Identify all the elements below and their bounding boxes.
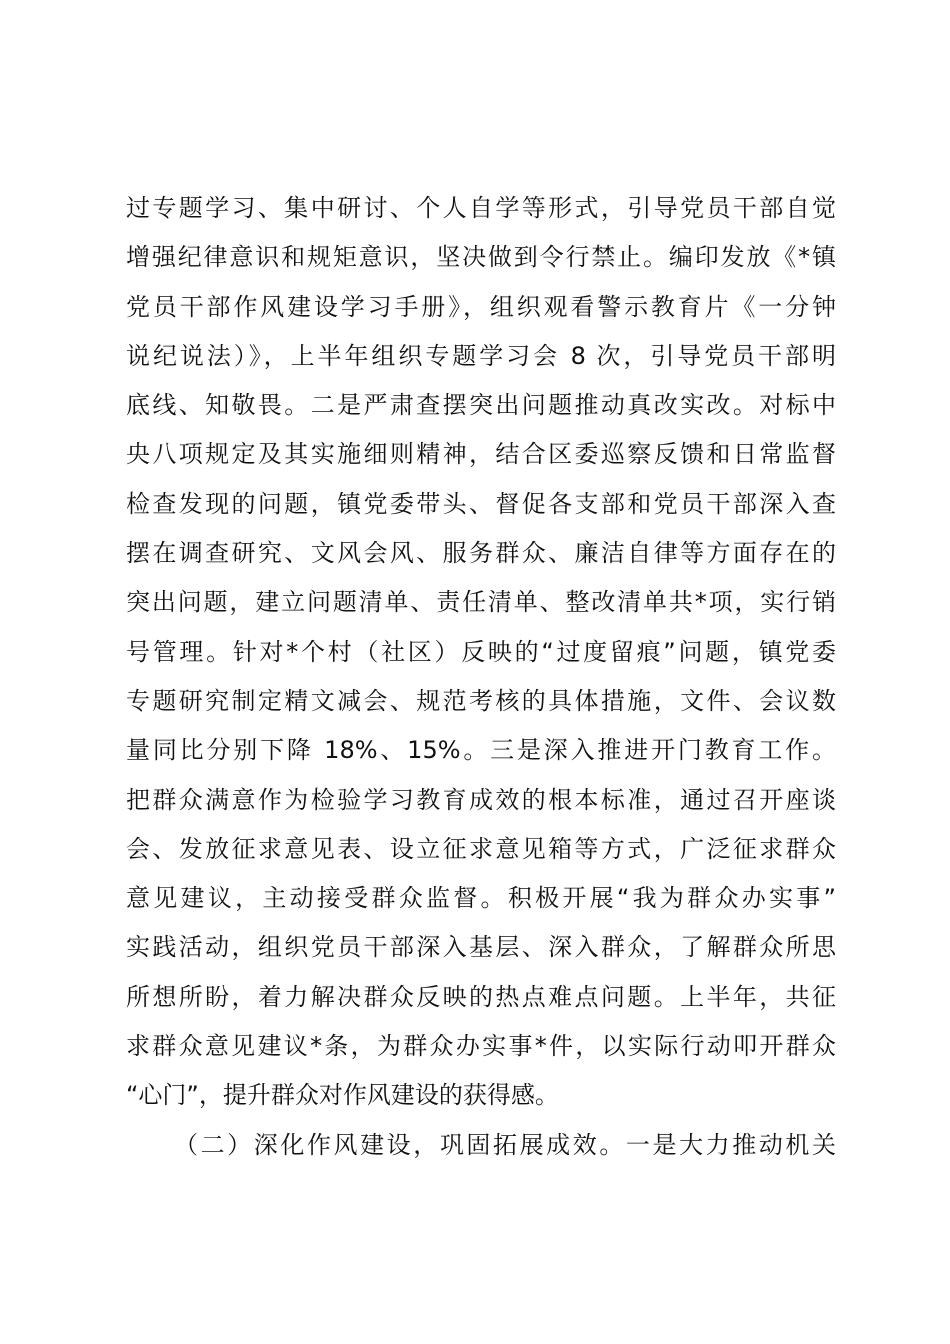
text-line-12: 量同比分别下降 18%、15%。三是深入推进开门教育工作。 (126, 736, 836, 765)
text-line-14: 会、发放征求意见表、设立征求意见箱等方式，广泛征求群众 (126, 834, 836, 863)
text-line-18: 求群众意见建议*条，为群众办实事*件，以实际行动叩开群众 (126, 1032, 836, 1061)
text-line-8: 摆在调查研究、文风会风、服务群众、廉洁自律等方面存在的 (126, 539, 836, 568)
text-line-13: 把群众满意作为检验学习教育成效的根本标准，通过召开座谈 (126, 785, 836, 814)
text-line-4: 说纪说法）》，上半年组织专题学习会 8 次，引导党员干部明 (126, 341, 836, 370)
text-line-19: “心门”，提升群众对作风建设的获得感。 (126, 1081, 559, 1110)
text-line-10: 号管理。针对*个村（社区）反映的“过度留痕”问题，镇党委 (126, 637, 836, 666)
text-line-3: 党员干部作风建设学习手册》，组织观看警示教育片《一分钟 (126, 292, 836, 321)
text-line-17: 所想所盼，着力解决群众反映的热点难点问题。上半年，共征 (126, 982, 836, 1011)
text-line-11: 专题研究制定精文减会、规范考核的具体措施，文件、会议数 (126, 686, 836, 715)
text-line-7: 检查发现的问题，镇党委带头、督促各支部和党员干部深入查 (126, 489, 836, 518)
section-heading-line: （二）深化作风建设，巩固拓展成效。一是大力推动机关 (174, 1130, 836, 1159)
text-line-5: 底线、知敬畏。二是严肃查摆突出问题推动真改实改。对标中 (126, 391, 836, 420)
text-line-9: 突出问题，建立问题清单、责任清单、整改清单共*项，实行销 (126, 588, 836, 617)
body-text (126, 184, 836, 1170)
text-line-6: 央八项规定及其实施细则精神，结合区委巡察反馈和日常监督 (126, 440, 836, 469)
text-line-15: 意见建议，主动接受群众监督。积极开展“我为群众办实事” (126, 884, 836, 913)
text-line-16: 实践活动，组织党员干部深入基层、深入群众，了解群众所思 (126, 933, 836, 962)
text-line-1: 过专题学习、集中研讨、个人自学等形式，引导党员干部自觉 (126, 194, 836, 222)
text-line-2: 增强纪律意识和规矩意识，坚决做到令行禁止。编印发放《*镇 (126, 243, 836, 272)
